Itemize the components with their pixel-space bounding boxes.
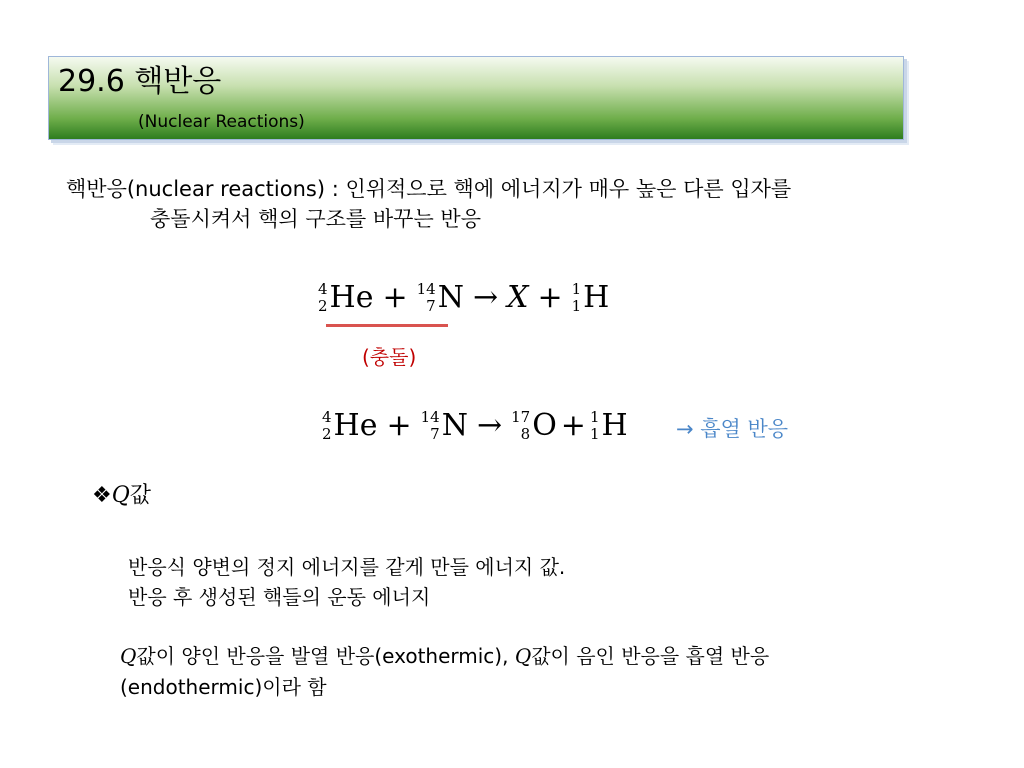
plus-sign: +: [537, 280, 563, 315]
element-symbol: N: [437, 280, 464, 315]
mass-number: 17: [511, 408, 531, 426]
mass-number: 4: [322, 408, 332, 426]
q-value-heading: [92, 480, 151, 512]
plus-sign: +: [382, 280, 408, 315]
q-sign-line-1: [120, 641, 769, 671]
atomic-number: 7: [430, 425, 440, 443]
slide-title: 29.6 핵반응: [58, 64, 222, 99]
atomic-number: 7: [426, 297, 436, 315]
atomic-number: 2: [322, 425, 332, 443]
atomic-number: 2: [318, 297, 328, 315]
atomic-number: 1: [571, 297, 582, 315]
nuclide-nitrogen: [417, 276, 464, 320]
atomic-number: 8: [520, 425, 531, 443]
endothermic-note: → 흡열 반응: [676, 417, 789, 441]
mass-number: 14: [416, 280, 436, 298]
definition-line-2: 충돌시켜서 핵의 구조를 바꾸는 반응: [150, 207, 481, 231]
nuclide-helium: [322, 404, 377, 448]
q-definition-line-1: 반응식 양변의 정지 에너지를 같게 만들 에너지 값.: [128, 555, 566, 579]
plus-sign: +: [386, 408, 412, 443]
mass-number: 1: [589, 408, 600, 426]
nuclide-oxygen: [511, 404, 557, 448]
slide-subtitle: (Nuclear Reactions): [138, 112, 305, 132]
mass-number: 14: [420, 408, 440, 426]
nuclide-nitrogen: [421, 404, 468, 448]
mass-number: 1: [571, 280, 582, 298]
reaction-arrow: →: [472, 280, 499, 315]
definition-line-1: 핵반응(nuclear reactions) : 인위적으로 핵에 에너지가 매우 높은 다른 입자를: [66, 177, 792, 201]
mass-number: 4: [318, 280, 328, 298]
collision-label: (충돌): [362, 345, 417, 369]
element-symbol: He: [333, 408, 378, 443]
diamond-bullet-icon: ❖: [92, 483, 112, 508]
reaction-equation-unknown: [318, 276, 609, 320]
q-symbol: Q: [514, 644, 532, 668]
q-sign-text-1: 값이 양인 반응을 발열 반응(exothermic),: [136, 644, 515, 668]
element-symbol: He: [329, 280, 374, 315]
collision-underline: [326, 324, 448, 327]
reaction-equation-oxygen: [322, 404, 628, 448]
nuclide-helium: [318, 276, 373, 320]
atomic-number: 1: [589, 425, 600, 443]
nuclide-hydrogen: [572, 276, 610, 320]
q-heading-text: 값: [129, 483, 152, 508]
plus-sign: +: [560, 408, 586, 443]
reaction-arrow: →: [476, 408, 503, 443]
element-symbol: H: [583, 280, 610, 315]
unknown-product: X: [507, 280, 529, 315]
element-symbol: N: [441, 408, 468, 443]
q-sign-line-2: (endothermic)이라 함: [120, 675, 327, 699]
element-symbol: H: [601, 408, 628, 443]
nuclide-hydrogen: [590, 404, 628, 448]
q-symbol: Q: [111, 483, 130, 508]
element-symbol: O: [532, 408, 557, 443]
q-definition-line-2: 반응 후 생성된 핵들의 운동 에너지: [128, 585, 431, 609]
q-sign-text-2: 값이 음인 반응을 흡열 반응: [531, 644, 770, 668]
q-symbol: Q: [120, 644, 137, 668]
